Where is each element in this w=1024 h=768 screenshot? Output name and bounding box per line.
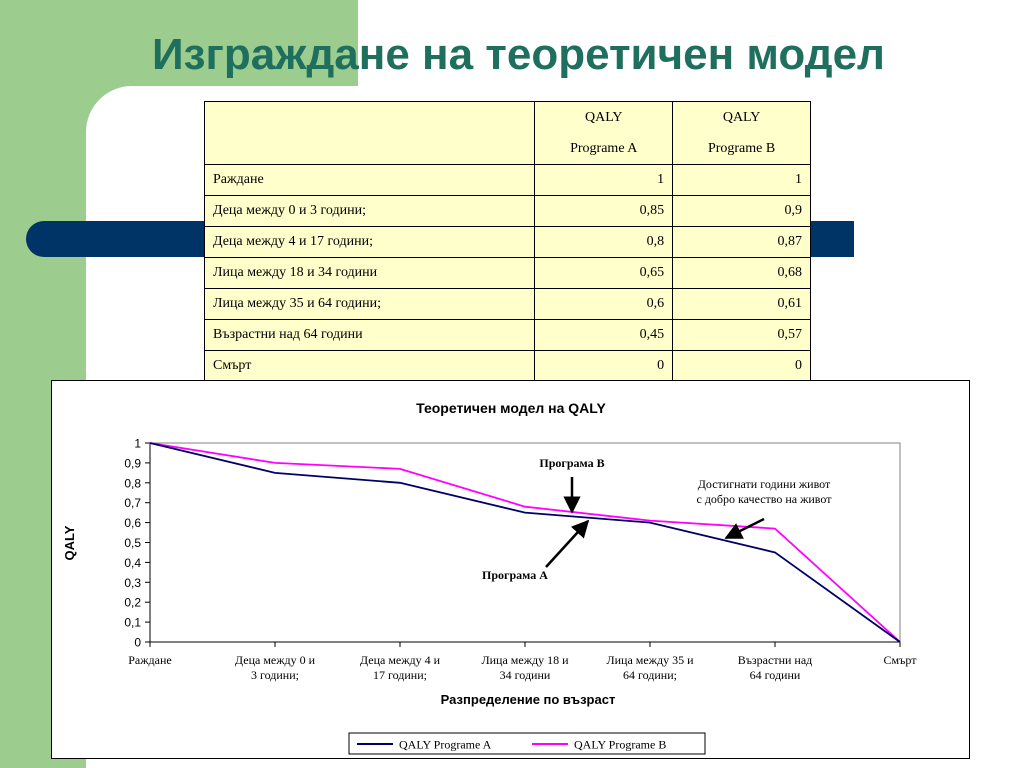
header-line1: QALY <box>722 110 761 125</box>
value-b: 0,61 <box>673 289 811 320</box>
x-tick-label: 64 години <box>749 668 801 682</box>
x-tick-label: 17 години; <box>373 668 427 682</box>
row-label: Раждане <box>205 165 535 196</box>
row-label: Деца между 4 и 17 години; <box>205 227 535 258</box>
table-row <box>205 227 811 258</box>
y-tick-label: 0,4 <box>124 555 141 570</box>
qaly-line-chart <box>51 380 970 759</box>
header-line2: Programe B <box>707 141 776 156</box>
x-tick-label: Деца между 4 и <box>359 653 441 667</box>
x-tick-label: Възрастни над <box>737 653 813 667</box>
x-tick-label: 64 години; <box>623 668 677 682</box>
row-label: Възрастни над 64 години <box>205 320 535 351</box>
value-b: 0,57 <box>673 320 811 351</box>
series-line-program-b <box>150 443 900 642</box>
y-tick-label: 0,6 <box>124 516 141 531</box>
x-tick-label: 34 години <box>499 668 551 682</box>
y-tick-label: 0,8 <box>124 476 141 491</box>
value-a: 0,65 <box>535 258 673 289</box>
header-cell-program-a <box>535 102 673 165</box>
series-line-program-a <box>150 443 900 642</box>
y-tick-label: 1 <box>134 436 141 451</box>
x-tick-label: Смърт <box>883 653 917 667</box>
value-b: 0,68 <box>673 258 811 289</box>
value-b: 1 <box>673 165 811 196</box>
row-label: Деца между 0 и 3 години; <box>205 196 535 227</box>
x-tick-label: Лица между 35 и <box>606 653 694 667</box>
x-axis-label: Разпределение по възраст <box>440 692 616 707</box>
value-b: 0,87 <box>673 227 811 258</box>
header-cell-label <box>205 102 535 165</box>
table-row <box>205 165 811 196</box>
slide-title: Изграждане на теоретичен модел <box>152 30 886 79</box>
legend-label: QALY Programe B <box>574 737 667 752</box>
value-a: 0,8 <box>535 227 673 258</box>
qaly-table <box>204 101 811 382</box>
table-header-row <box>205 102 811 165</box>
annotation-label: Програма А <box>482 568 548 582</box>
annotation-arrow <box>546 521 588 567</box>
chart-title: Теоретичен модел на QALY <box>416 400 606 416</box>
legend-label: QALY Programe A <box>399 737 492 752</box>
value-a: 0,85 <box>535 196 673 227</box>
x-tick-label: Раждане <box>128 653 172 667</box>
y-tick-label: 0,2 <box>124 595 141 610</box>
table-row <box>205 351 811 382</box>
x-tick-label: 3 години; <box>251 668 299 682</box>
annotation-label: с добро качество на живот <box>696 492 832 506</box>
table-row <box>205 289 811 320</box>
header-line2: Programe A <box>570 141 638 156</box>
y-tick-label: 0,1 <box>124 615 141 630</box>
y-tick-label: 0,5 <box>124 536 141 550</box>
value-a: 0,6 <box>535 289 673 320</box>
value-a: 0,45 <box>535 320 673 351</box>
annotation-arrow <box>726 519 764 538</box>
row-label: Смърт <box>205 351 535 382</box>
table-row <box>205 258 811 289</box>
y-tick-label: 0,9 <box>124 456 141 471</box>
row-label: Лица между 35 и 64 години; <box>205 289 535 320</box>
annotation-label: Достигнати години живот <box>697 477 831 491</box>
annotation-label: Програма В <box>539 456 605 470</box>
y-axis-label: QALY <box>62 525 77 561</box>
chart-svg <box>52 381 969 758</box>
table-row <box>205 196 811 227</box>
value-b: 0 <box>673 351 811 382</box>
y-tick-label: 0,7 <box>124 496 141 511</box>
value-b: 0,9 <box>673 196 811 227</box>
value-a: 1 <box>535 165 673 196</box>
x-tick-label: Лица между 18 и <box>481 653 569 667</box>
value-a: 0 <box>535 351 673 382</box>
x-tick-label: Деца между 0 и <box>234 653 316 667</box>
row-label: Лица между 18 и 34 години <box>205 258 535 289</box>
plot-area-frame <box>150 443 900 642</box>
header-line1: QALY <box>585 110 623 125</box>
y-tick-label: 0 <box>134 635 141 650</box>
y-tick-label: 0,3 <box>124 575 141 590</box>
table-row <box>205 320 811 351</box>
header-cell-program-b <box>673 102 811 165</box>
